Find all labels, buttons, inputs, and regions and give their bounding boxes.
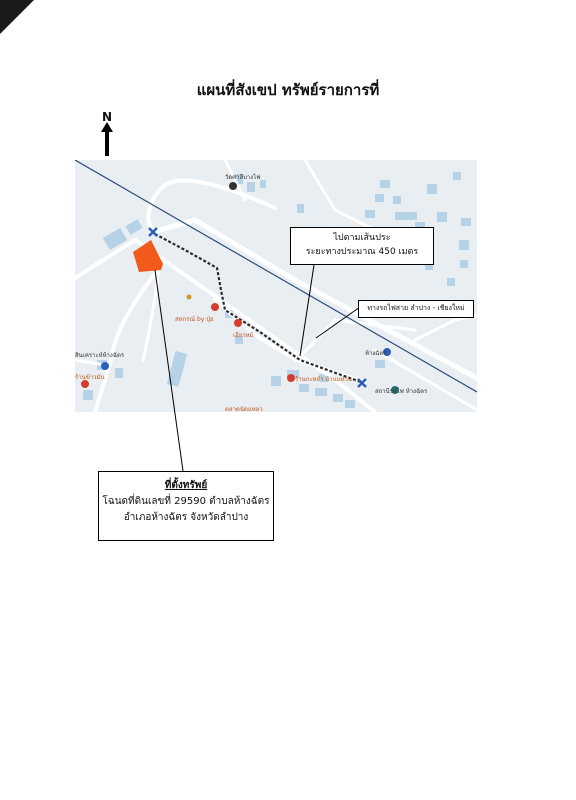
property-heading: ที่ตั้งทรัพย์ bbox=[164, 480, 208, 491]
property-location-line: อำเภอห้างฉัตร จังหวัดลำปาง bbox=[123, 512, 249, 523]
map-label: สินเคราะห์ห้างฉัตร bbox=[75, 352, 125, 359]
route-callout-line1: ไปตามเส้นประ bbox=[333, 233, 391, 243]
map-label: ร้านกะหล่ำ บ้านแหวน bbox=[295, 376, 353, 383]
page-title: แผนที่สังเขป ทรัพย์รายการที่ bbox=[196, 81, 380, 99]
map-label: ตลาดนัดแหลว bbox=[225, 406, 263, 412]
map-label: วัดศาลีบางไฟ bbox=[225, 174, 261, 181]
map-label: สหกรณ์ by บุ๋ย bbox=[175, 316, 214, 323]
map-label: ห้างฉัตร bbox=[365, 350, 387, 357]
north-label: N bbox=[101, 110, 113, 124]
railway-callout: ทางรถไฟสาย ลำปาง - เชียงใหม่ bbox=[358, 300, 474, 318]
property-deed-line: โฉนดที่ดินเลขที่ 29590 ตำบลห้างฉัตร bbox=[102, 496, 270, 507]
route-callout-line2: ระยะทางประมาณ 450 เมตร bbox=[305, 247, 419, 257]
map-label: สถานีรถไฟ ห้างฉัตร bbox=[375, 388, 428, 395]
route-callout bbox=[290, 227, 434, 265]
property-callout bbox=[98, 471, 274, 541]
map-label: ร้านข้าวมัน bbox=[75, 374, 105, 381]
map-label: เฮียวหม้ bbox=[233, 332, 254, 339]
